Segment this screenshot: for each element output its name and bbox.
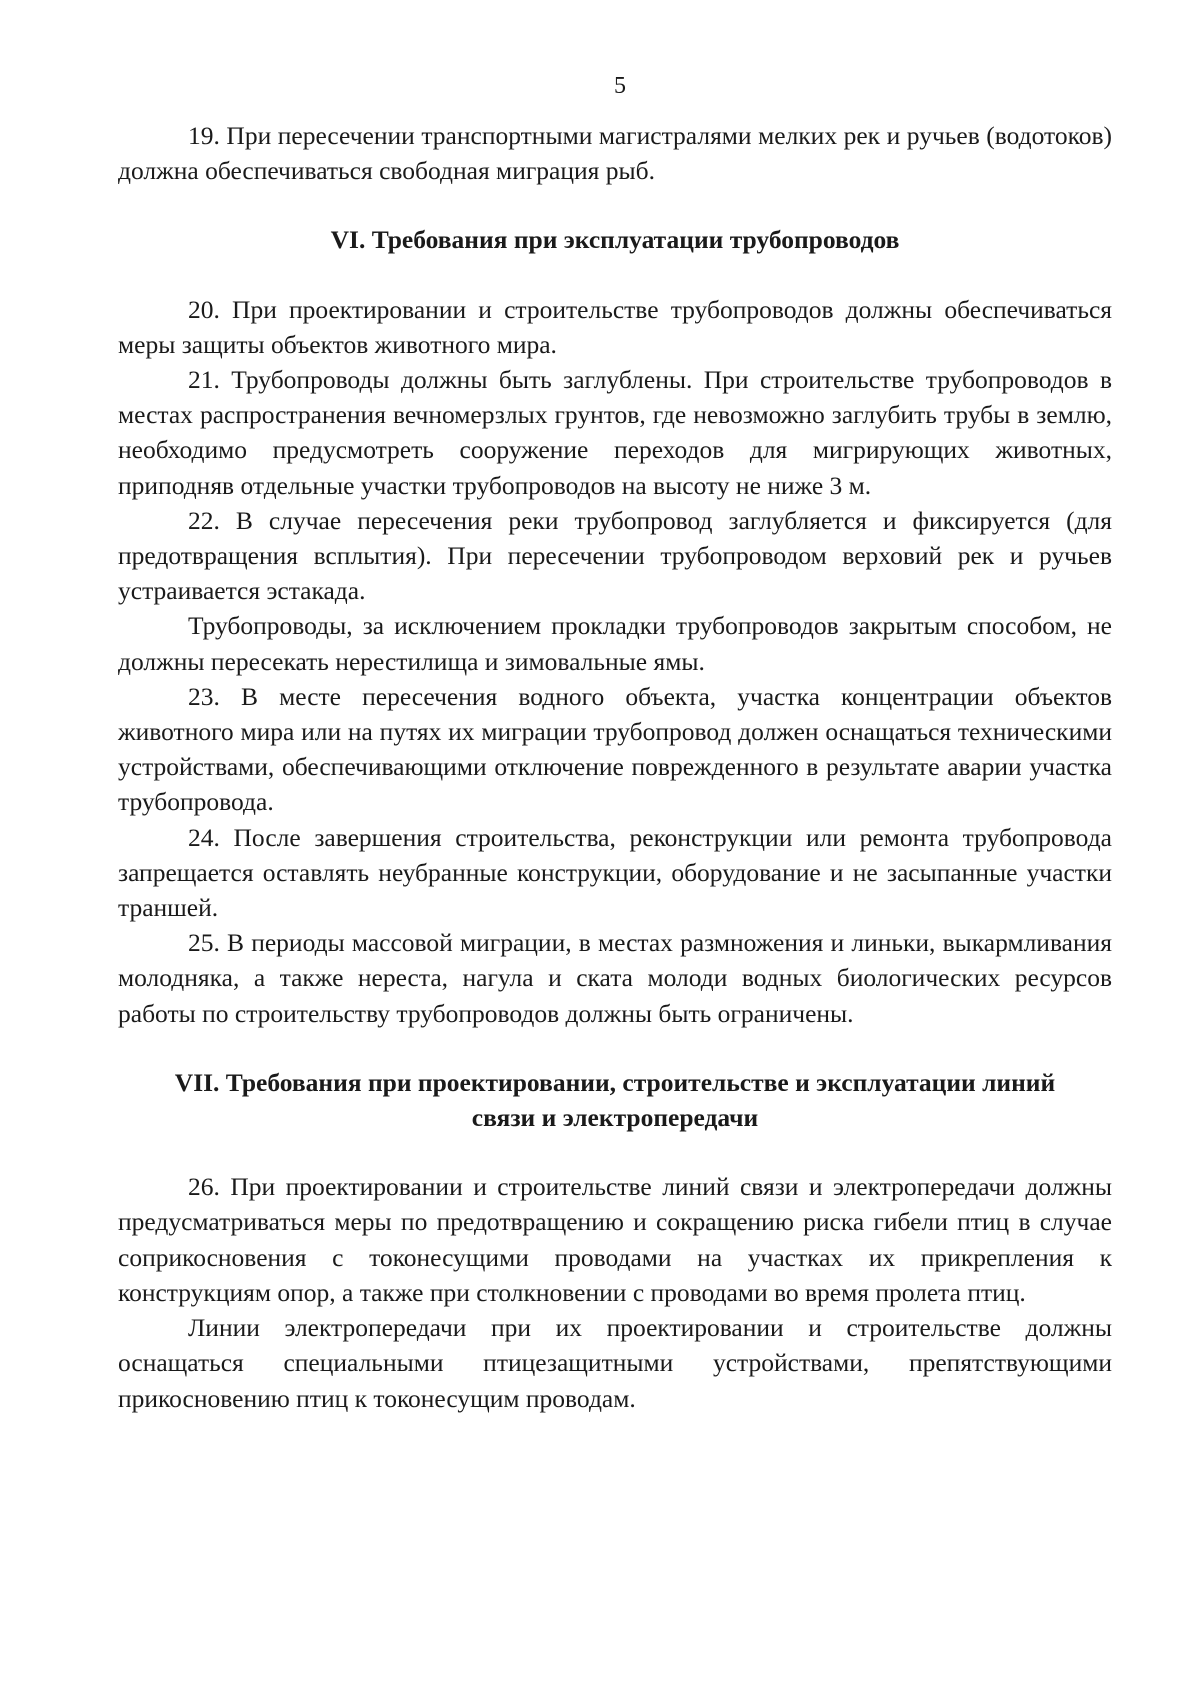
paragraph-20: 20. При проектировании и строительстве трубопроводов должны обеспечиваться меры защиты объектов животного мира. [118,294,1112,359]
document-body [118,118,1112,1416]
paragraph-26-continued: Линии электропередачи при их проектировании и строительстве должны оснащаться специальными птицезащитными устройствами, препятствующими прикосновению птиц к токонесущим проводам. [118,1313,1112,1413]
section-heading-vii-line1: VII. Требования при проектировании, строительстве и эксплуатации линий [174,1067,1056,1097]
section-heading-vii [118,1065,1112,1135]
paragraph-22-continued: Трубопроводы, за исключением прокладки трубопроводов закрытым способом, не должны пересекать нерестилища и зимовальные ямы. [118,611,1112,676]
section-heading-vi: VI. Требования при эксплуатации трубопроводов [330,225,900,255]
paragraph-26: 26. При проектировании и строительстве линий связи и электропередачи должны предусматриваться меры по предотвращению и сокращению риска гибели птиц в случае соприкосновения с токонесущими проводами на участках их прикрепления к конструкциям опор, а также при столкновении с проводами во время пролета птиц. [118,1172,1112,1307]
paragraph-24: 24. После завершения строительства, реконструкции или ремонта трубопровода запрещается оставлять неубранные конструкции, оборудование и не засыпанные участки траншей. [118,822,1112,923]
paragraph-23: 23. В месте пересечения водного объекта, участка концентрации объектов животного мира или на путях их миграции трубопровод должен оснащаться техническими устройствами, обеспечивающими отключение поврежденного в результате аварии участка трубопровода. [118,681,1112,817]
paragraph-19: 19. При пересечении транспортными магистралями мелких рек и ручьев (водотоков) должна обеспечиваться свободная миграция рыб. [118,121,1112,186]
paragraph-22: 22. В случае пересечения реки трубопровод заглубляется и фиксируется (для предотвращения всплытия). При пересечении трубопроводом верховий рек и ручьев устраивается эстакада. [118,505,1112,606]
section-heading-vii-line2: связи и электропередачи [471,1103,759,1133]
paragraph-25: 25. В периоды массовой миграции, в местах размножения и линьки, выкармливания молодняка, а также нереста, нагула и ската молоди водных биологических ресурсов работы по строительству трубопроводов должны быть ограничены. [118,928,1112,1028]
paragraph-21: 21. Трубопроводы должны быть заглублены. При строительстве трубопроводов в местах распространения вечномерзлых грунтов, где невозможно заглубить трубы в землю, необходимо предусмотреть сооружение переходов для мигрирующих животных, приподняв отдельные участки трубопроводов на высоту не ниже 3 м. [118,365,1112,500]
page-number: 5 [614,73,626,99]
